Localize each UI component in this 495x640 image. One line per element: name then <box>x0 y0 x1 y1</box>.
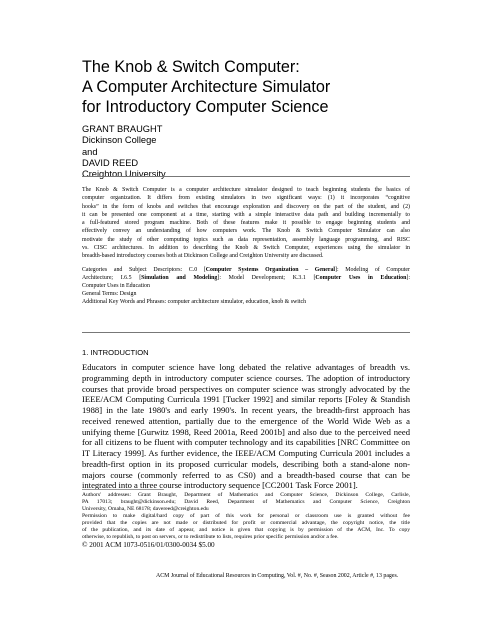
footnote-line: University, Omaha, NE 68178; davereed@creighton.edu <box>82 505 209 512</box>
text-span: Architecture; I.6.5 [ <box>82 275 142 282</box>
body-line: Educators in computer science have long debated the relative advantages of breadth vs. <box>82 362 410 372</box>
body-line: breadth-first option in its proposed curricular models, describing both a stand-alone non- <box>82 458 410 469</box>
body-line: received renewed attention, partially due to the emergence of the World Wide Web as a <box>82 415 410 426</box>
footnote-line: otherwise, to republish, to post on servers, or to redistribute to lists, requires prior specific permission and/or a fee. <box>82 533 339 540</box>
categories-line <box>82 274 410 282</box>
categories-block <box>82 266 410 306</box>
title-line: for Introductory Computer Science <box>82 98 329 116</box>
author-conjunction: and <box>82 146 98 157</box>
title-line: The Knob & Switch Computer: <box>82 58 300 76</box>
author-name: DAVID REED <box>82 157 139 168</box>
footnote-line: Permission to make digital/hard copy of part of this work for personal or classroom use is granted without fee <box>82 512 410 519</box>
journal-footer: ACM Journal of Educational Resources in Computing, Vol. #, No. #, Season 2002, Article #, 13 pages. <box>156 573 399 579</box>
title-line: A Computer Architecture Simulator <box>82 78 331 96</box>
author-affiliation: Dickinson College <box>82 135 157 146</box>
abstract-line: it can be presented one component at a time, starting with a simple interactive data path and building incrementally to <box>82 211 410 218</box>
category-name: Computer Uses in Education <box>315 275 407 282</box>
abstract-line: vs. CISC architectures. In addition to describing the Knob & Switch Computer, experiences using the simulator in <box>82 245 410 252</box>
text-span: ]: Model Development; K.3.1 [ <box>217 275 316 282</box>
author-name: GRANT BRAUGHT <box>82 124 163 134</box>
paper-title <box>82 57 402 117</box>
author-affiliation: Creighton University <box>82 169 166 180</box>
text-span: ]: <box>406 275 410 282</box>
abstract-line: hooks” in the form of knobs and switches that encourage exploration and discovery on the part of the student, and (2) <box>82 203 410 210</box>
footnote-line: of the publication, and its date of appear, and notice is given that copying is by permission of the ACM, Inc. To copy <box>82 526 410 533</box>
abstract-line: The Knob & Switch Computer is a computer architecture simulator designed to teach beginning students the basics of <box>82 187 410 193</box>
general-terms: General Terms: Design <box>82 291 137 298</box>
footnotes <box>82 492 410 550</box>
categories-line: Computer Uses in Education <box>82 283 150 290</box>
author-block <box>82 124 382 180</box>
body-line: programming depth in introductory computer science courses. The adoption of introductory <box>82 372 410 383</box>
abstract-line: motivate the study of other computing topics such as data representation, assembly language programming, and RISC <box>82 236 410 243</box>
body-line: integrated into a three course introductory sequence [CC2001 Task Force 2001]. <box>82 480 358 491</box>
categories-line <box>82 266 410 274</box>
footnote-divider <box>82 489 164 490</box>
body-line: courses that provide broad perspectives on computer science was strongly advocated by the <box>82 383 410 394</box>
abstract-bottom-divider <box>82 332 410 333</box>
body-line: for all citizens to be fluent with computer technology and its capabilities [NRC Committee on <box>82 437 410 448</box>
body-line: unifying theme [Gurwitz 1998, Reed 2001a, Reed 2001b] and also due to the perceived need <box>82 426 410 437</box>
body-line: IT Literacy 1999]. As further evidence, the IEEE/ACM Computing Curricula 2001 includes a <box>82 448 410 458</box>
abstract-line: a full-featured stored program machine. Both of these features make it possible to engage beginning students and <box>82 220 410 227</box>
footnote-line: provided that the copies are not made or distributed for profit or commercial advantage, the copyright notice, the title <box>82 519 410 526</box>
abstract <box>82 186 410 261</box>
footnote-line: PA 17013; braught@dickinson.edu; David Reed, Department of Mathematics and Computer Science, Creighton <box>82 498 410 505</box>
abstract-line: breadth-based introductory courses both at Dickinson College and Creighton University are discussed. <box>82 253 324 260</box>
keywords: Additional Key Words and Phrases: computer architecture simulator, education, knob & switch <box>82 299 307 306</box>
category-name: Computer Systems Organization – General <box>205 267 336 273</box>
abstract-line: computer organization. It differs from existing simulators in two significant ways: (1) it incorporates “cognitive <box>82 195 410 202</box>
section-heading: 1. INTRODUCTION <box>82 348 149 357</box>
copyright-line: © 2001 ACM 1073-0516/01/0300-0034 $5.00 <box>82 540 215 549</box>
category-name: Simulation and Modeling <box>141 275 218 282</box>
abstract-top-divider <box>82 176 410 177</box>
body-line: majors course (commonly referred to as CS0) and a breadth-based course that can be <box>82 469 410 480</box>
body-text <box>82 362 410 491</box>
text-span: ]: Modeling of Computer <box>335 267 410 273</box>
text-span: Categories and Subject Descriptors: C.0 [ <box>82 267 206 273</box>
body-line: IEEE/ACM Computing Curricula 1991 [Tucker 1992] and similar reports [Foley & Standish <box>82 394 410 405</box>
abstract-line: effectively convey an understanding of how computers work. The Knob & Switch Computer Simulator can also <box>82 228 410 235</box>
footnote-line: Authors' addresses: Grant Braught, Department of Mathematics and Computer Science, Dickinson College, Carlisle, <box>82 492 410 498</box>
body-line: 1988] in the late 1980's and early 1990's. In recent years, the breadth-first approach has <box>82 405 410 415</box>
